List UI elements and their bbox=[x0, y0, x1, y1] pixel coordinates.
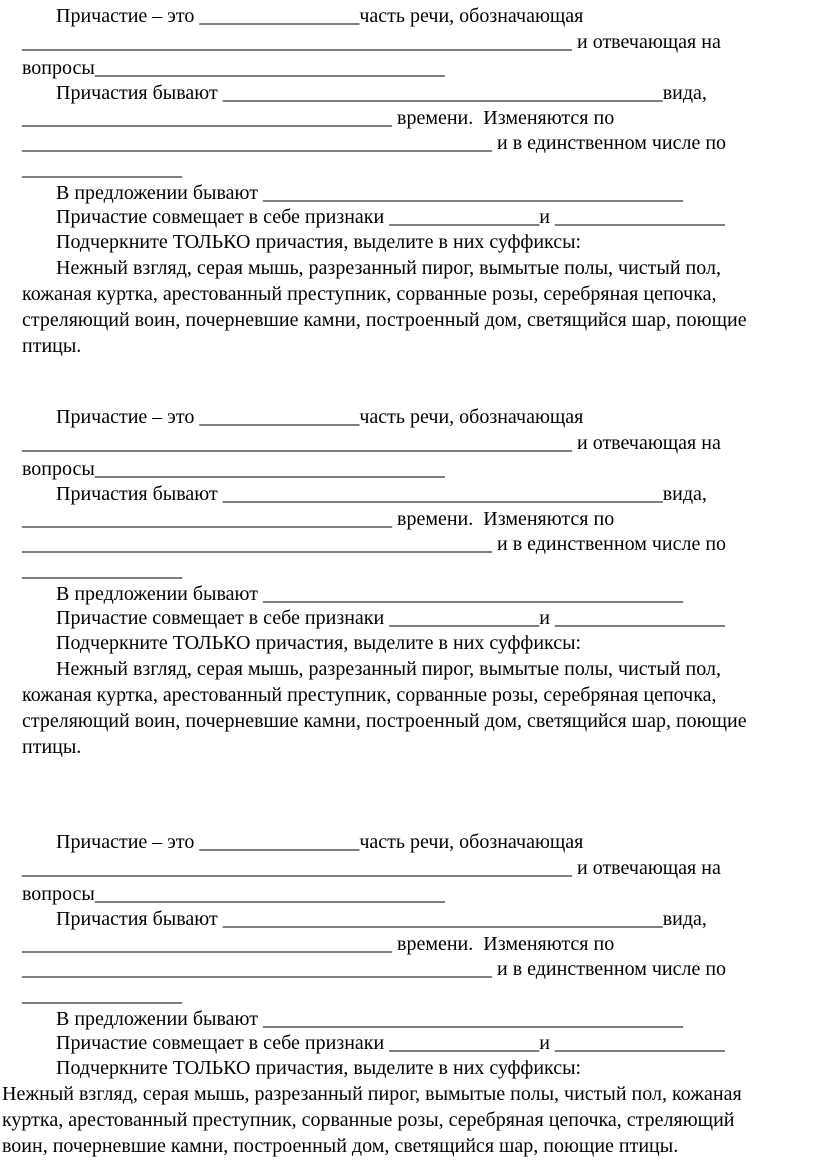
questions-line: вопросы___________________________________ bbox=[22, 458, 445, 480]
task-words-line: кожаная куртка, арестованный преступник, сорванные розы, серебряная цепочка, bbox=[22, 283, 717, 305]
task-words-line: Нежный взгляд, серая мышь, разрезанный пирог, вымытые полы, чистый пол, кожаная bbox=[2, 1083, 742, 1105]
features-line: Причастие совмещает в себе признаки _______________и _________________ bbox=[56, 607, 725, 629]
types-line: Причастия бывают ____________________________________________вида, bbox=[56, 483, 707, 505]
task-words-line: воин, почерневшие камни, построенный дом, светящийся шар, поющие птицы. bbox=[2, 1135, 679, 1157]
features-line: Причастие совмещает в себе признаки _______________и _________________ bbox=[56, 206, 725, 228]
task-words-line: кожаная куртка, арестованный преступник, сорванные розы, серебряная цепочка, bbox=[22, 684, 717, 706]
task-words-line: Нежный взгляд, серая мышь, разрезанный пирог, вымытые полы, чистый пол, bbox=[56, 658, 721, 680]
definition-line: Причастие – это ________________часть речи, обозначающая bbox=[56, 5, 584, 27]
types-line: Причастия бывают ____________________________________________вида, bbox=[56, 82, 707, 104]
definition-blank-line: _______________________________________________________ и отвечающая на bbox=[22, 31, 721, 53]
task-instruction: Подчеркните ТОЛЬКО причастия, выделите в них суффиксы: bbox=[56, 231, 582, 253]
number-line: _______________________________________________ и в единственном числе по bbox=[22, 533, 727, 555]
short-blank-line: ________________ bbox=[22, 559, 182, 581]
task-words-line: куртка, арестованный преступник, сорванные розы, серебряная цепочка, стреляющий bbox=[2, 1109, 735, 1131]
definition-line: Причастие – это ________________часть речи, обозначающая bbox=[56, 831, 584, 853]
task-instruction: Подчеркните ТОЛЬКО причастия, выделите в них суффиксы: bbox=[56, 632, 582, 654]
sentence-role-line: В предложении бывают __________________________________________ bbox=[56, 1008, 683, 1030]
features-line: Причастие совмещает в себе признаки _______________и _________________ bbox=[56, 1032, 725, 1054]
tense-line: _____________________________________ времени. Изменяются по bbox=[22, 107, 615, 129]
task-words-line: птицы. bbox=[22, 736, 82, 758]
definition-blank-line: _______________________________________________________ и отвечающая на bbox=[22, 432, 721, 454]
task-words-line: Нежный взгляд, серая мышь, разрезанный пирог, вымытые полы, чистый пол, bbox=[56, 257, 721, 279]
questions-line: вопросы___________________________________ bbox=[22, 57, 445, 79]
task-words-line: стреляющий воин, почерневшие камни, построенный дом, светящийся шар, поющие bbox=[22, 309, 747, 331]
task-words-line: стреляющий воин, почерневшие камни, построенный дом, светящийся шар, поющие bbox=[22, 710, 747, 732]
short-blank-line: ________________ bbox=[22, 984, 182, 1006]
definition-line: Причастие – это ________________часть речи, обозначающая bbox=[56, 406, 584, 428]
types-line: Причастия бывают ____________________________________________вида, bbox=[56, 908, 707, 930]
task-instruction: Подчеркните ТОЛЬКО причастия, выделите в них суффиксы: bbox=[56, 1057, 582, 1079]
short-blank-line: ________________ bbox=[22, 158, 182, 180]
sentence-role-line: В предложении бывают __________________________________________ bbox=[56, 182, 683, 204]
definition-blank-line: _______________________________________________________ и отвечающая на bbox=[22, 857, 721, 879]
sentence-role-line: В предложении бывают __________________________________________ bbox=[56, 583, 683, 605]
tense-line: _____________________________________ времени. Изменяются по bbox=[22, 508, 615, 530]
questions-line: вопросы___________________________________ bbox=[22, 883, 445, 905]
number-line: _______________________________________________ и в единственном числе по bbox=[22, 132, 727, 154]
tense-line: _____________________________________ времени. Изменяются по bbox=[22, 933, 615, 955]
number-line: _______________________________________________ и в единственном числе по bbox=[22, 958, 727, 980]
task-words-line: птицы. bbox=[22, 335, 82, 357]
